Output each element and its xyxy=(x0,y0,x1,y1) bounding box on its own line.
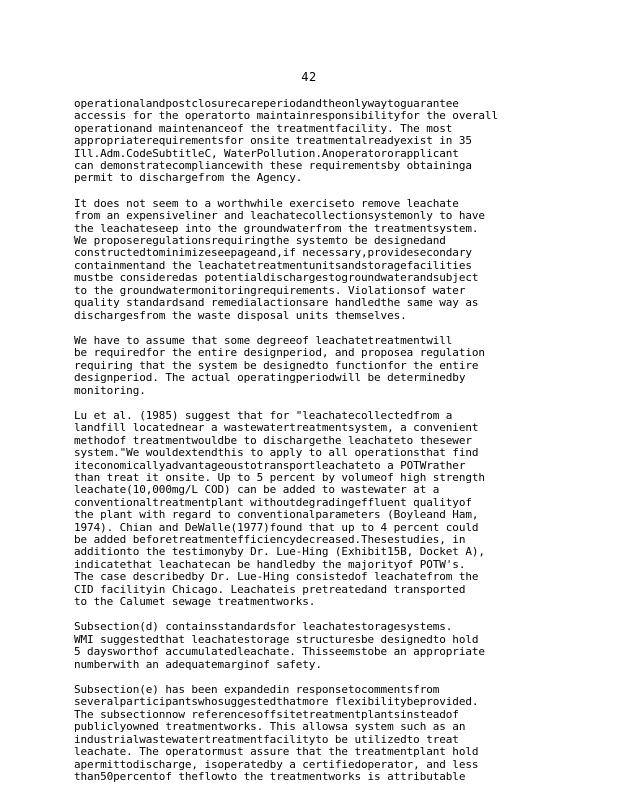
text-line: monitoring. xyxy=(74,383,146,397)
text-line: be added beforetreatmentefficiencydecreased.Thesestudies, in xyxy=(74,533,466,546)
document-body xyxy=(74,98,554,796)
text-line: WMI suggestedthat leachatestorage structuresbe designedto hold xyxy=(74,632,479,646)
text-line: apermittodischarge, isoperatedby a certifiedoperator, and less xyxy=(74,757,479,771)
text-line: quality standardsand remedialactionsare handledthe same way as xyxy=(74,296,479,310)
text-line: the plant with regard to conventionalparameters (Boyleand Ham, xyxy=(74,508,479,522)
text-line: be requiredfor the entire designperiod, and proposea regulation xyxy=(74,346,485,360)
text-line: CID facilityin Chicago. Leachateis pretreatedand transported xyxy=(74,582,466,596)
paragraph xyxy=(74,98,554,185)
text-line: to the Calumet sewage treatmentworks. xyxy=(74,595,316,609)
text-line: severalparticipantswhosuggestedthatmore flexibilitybeprovided. xyxy=(74,695,479,709)
text-line: appropriaterequirementsfor onsite treatmentalreadyexist in 35 xyxy=(74,134,472,148)
text-line: to the groundwatermonitoringrequirements. Violationsof water xyxy=(74,283,466,297)
text-line: landfill locatednear a wastewatertreatmentsystem, a convenient xyxy=(74,421,479,435)
text-line: than treat it onsite. Up to 5 percent by volumeof high strength xyxy=(74,470,485,484)
text-line: 1974). Chian and DeWalle(1977)found that up to 4 percent could xyxy=(74,520,479,534)
paragraph xyxy=(74,410,554,609)
text-line: The subsectionnow referencesoffsitetreatmentplantsinsteadof xyxy=(74,707,459,721)
text-line: than50percentof theflowto the treatmentworks is attributable xyxy=(74,769,466,783)
text-line: Subsection(d) containsstandardsfor leachatestoragesystems. xyxy=(74,620,453,634)
text-line: permit to dischargefrom the Agency. xyxy=(74,171,303,185)
text-line: operationand maintenanceof the treatmentfacility. The most xyxy=(74,121,453,135)
text-line: accessis for the operatorto maintainresponsibilityfor the overall xyxy=(74,109,498,123)
text-line: methodof treatmentwouldbe to dischargethe leachateto thesewer xyxy=(74,433,472,447)
text-line: It does not seem to a worthwhile exerciseto remove leachate xyxy=(74,196,459,210)
text-line: Subsection(e) has been expandedin responsetocommentsfrom xyxy=(74,683,440,697)
text-line: designperiod. The actual operatingperiodwill be determinedby xyxy=(74,371,466,385)
text-line: operationalandpostclosurecareperiodandtheonlywaytoguarantee xyxy=(74,97,459,110)
paragraph xyxy=(74,198,554,322)
paragraph xyxy=(74,684,554,783)
text-line: numberwith an adequatemarginof safety. xyxy=(74,657,322,671)
text-line: the leachateseep into the groundwaterfrom the treatmentsystem. xyxy=(74,221,479,235)
text-line: can demonstratecompliancewith these requirementsby obtaininga xyxy=(74,159,472,173)
text-line: mustbe consideredas potentialdischargestogroundwaterandsubject xyxy=(74,271,479,285)
text-line: Ill.Adm.CodeSubtitleC, WaterPollution.Anoperatororapplicant xyxy=(74,146,459,160)
text-line: We proposeregulationsrequiringthe systemto be designedand xyxy=(74,234,446,248)
text-line: constructedtominimizeseepageand,if necessary,providesecondary xyxy=(74,246,472,260)
paragraph xyxy=(74,621,554,671)
text-line: iteconomicallyadvantageoustotransportleachateto a POTWrather xyxy=(74,458,466,472)
text-line: system."We wouldextendthis to apply to all operationsthat find xyxy=(74,446,479,460)
text-line: publiclyowned treatmentworks. This allowsa system such as an xyxy=(74,720,466,734)
paragraph xyxy=(74,335,554,397)
text-line: Lu et al. (1985) suggest that for "leachatecollectedfrom a xyxy=(74,408,453,422)
text-line: additionto the testimonyby Dr. Lue-Hing (Exhibit15B, Docket A), xyxy=(74,545,485,559)
text-line: The case describedby Dr. Lue-Hing consistedof leachatefrom the xyxy=(74,570,479,584)
text-line: leachate. The operatormust assure that the treatmentplant hold xyxy=(74,745,479,759)
text-line: from an expensiveliner and leachatecollectionsystemonly to have xyxy=(74,209,485,223)
page-number: 42 xyxy=(301,70,317,84)
text-line: 5 daysworthof accumulatedleachate. Thisseemstobe an appropriate xyxy=(74,645,485,659)
text-line: We have to assume that some degreeof leachatetreatmentwill xyxy=(74,333,453,347)
text-line: leachate(10,000mg/L COD) can be added to wastewater at a xyxy=(74,483,440,497)
text-line: indicatethat leachatecan be handledby the majorityof POTW's. xyxy=(74,557,466,571)
text-line: containmentand the leachatetreatmentunitsandstoragefacilities xyxy=(74,258,472,272)
text-line: industrialwastewatertreatmentfacilityto be utilizedto treat xyxy=(74,732,459,746)
text-line: conventionaltreatmentplant withoutdegradingeffluent qualityof xyxy=(74,495,472,509)
text-line: dischargesfrom the waste disposal units themselves. xyxy=(74,308,407,322)
text-line: requiring that the system be designedto functionfor the entire xyxy=(74,358,479,372)
